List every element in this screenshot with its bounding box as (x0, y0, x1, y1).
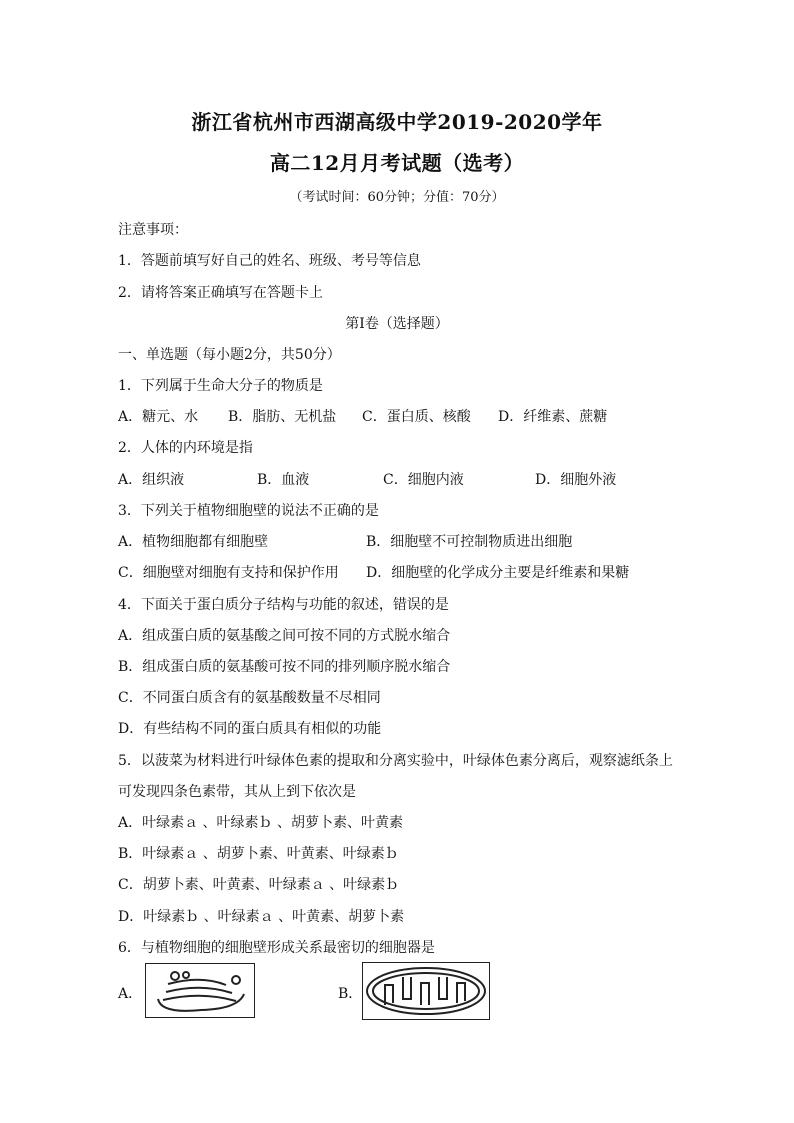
note-item-1: 1．答题前填写好自己的姓名、班级、考号等信息 (118, 253, 421, 269)
question-3-option-a: A．植物细胞都有细胞壁 (118, 534, 269, 550)
question-5-option-c: C．胡萝卜素、叶黄素、叶绿素ａ 、叶绿素ｂ (118, 877, 400, 893)
volume-heading: 第Ⅰ卷（选择题） (345, 316, 449, 332)
question-6-option-a: A． (118, 986, 143, 1002)
question-4-stem: 4．下面关于蛋白质分子结构与功能的叙述，错误的是 (118, 597, 449, 613)
question-1-option-d: D．纤维素、蔗糖 (498, 409, 608, 425)
question-3-option-b: B．细胞壁不可控制物质进出细胞 (366, 534, 573, 550)
question-4-option-b: B．组成蛋白质的氨基酸可按不同的排列顺序脱水缩合 (118, 659, 451, 675)
golgi-apparatus-icon (146, 964, 254, 1017)
notes-heading: 注意事项： (118, 222, 188, 238)
exam-title-line2: 高二12月月考试题（选考） (269, 151, 525, 175)
golgi-apparatus-image (145, 963, 255, 1018)
question-6-stem: 6．与植物细胞的细胞壁形成关系最密切的细胞器是 (118, 940, 435, 956)
question-1-option-b: B．脂肪、无机盐 (228, 409, 337, 425)
question-5-option-d: D．叶绿素ｂ 、叶绿素ａ 、叶黄素、胡萝卜素 (118, 909, 405, 925)
question-1-option-c: C．蛋白质、核酸 (362, 409, 471, 425)
question-5-option-a: A．叶绿素ａ 、叶绿素ｂ 、胡萝卜素、叶黄素 (118, 815, 404, 831)
question-2-option-b: B．血液 (257, 472, 310, 488)
question-2-option-a: A．组织液 (118, 472, 185, 488)
question-4-option-a: A．组成蛋白质的氨基酸之间可按不同的方式脱水缩合 (118, 628, 451, 644)
question-3-stem: 3．下列关于植物细胞壁的说法不正确的是 (118, 503, 379, 519)
question-4-option-d: D．有些结构不同的蛋白质具有相似的功能 (118, 721, 382, 737)
question-5-option-b: B．叶绿素ａ 、胡萝卜素、叶黄素、叶绿素ｂ (118, 846, 399, 862)
question-1-option-a: A．糖元、水 (118, 409, 199, 425)
exam-info: （考试时间：60分钟；分值：70分） (289, 190, 505, 205)
question-5-stem-line1: 5．以菠菜为材料进行叶绿体色素的提取和分离实验中，叶绿体色素分离后，观察滤纸条上 (118, 753, 673, 769)
question-5-stem-line2: 可发现四条色素带，其从上到下依次是 (118, 784, 356, 800)
question-4-option-c: C．不同蛋白质含有的氨基酸数量不尽相同 (118, 690, 381, 706)
question-6-option-b: B． (338, 986, 363, 1002)
note-item-2: 2．请将答案正确填写在答题卡上 (118, 285, 323, 301)
question-3-option-c: C．细胞壁对细胞有支持和保护作用 (118, 565, 339, 581)
question-1-stem: 1．下列属于生命大分子的物质是 (118, 378, 323, 394)
question-3-option-d: D．细胞壁的化学成分主要是纤维素和果糖 (366, 565, 630, 581)
mitochondrion-image (362, 962, 490, 1020)
exam-title-line1: 浙江省杭州市西湖高级中学2019-2020学年 (191, 110, 603, 134)
part-heading: 一、单选题（每小题2分，共50分） (118, 347, 341, 363)
question-2-stem: 2．人体的内环境是指 (118, 440, 253, 456)
question-2-option-d: D．细胞外液 (535, 472, 617, 488)
mitochondrion-icon (363, 963, 489, 1019)
question-2-option-c: C．细胞内液 (383, 472, 464, 488)
